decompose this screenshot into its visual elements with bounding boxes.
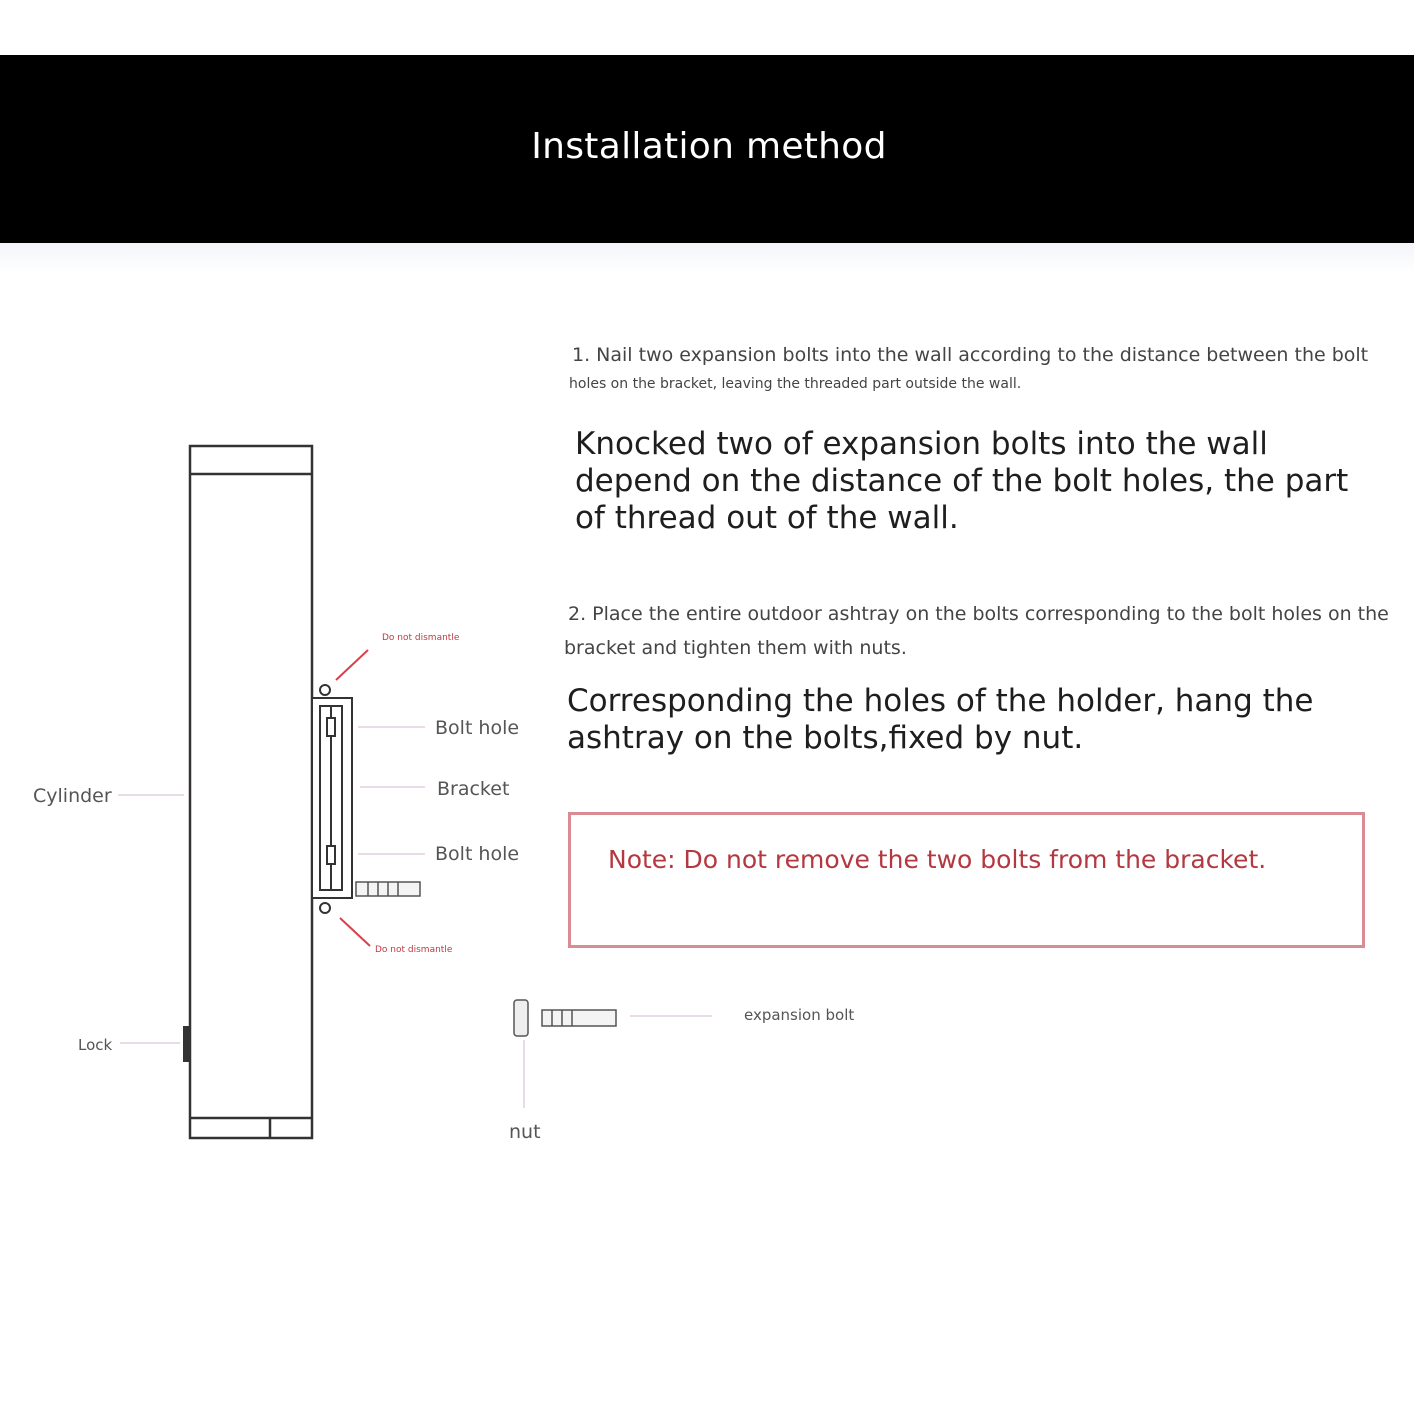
- bracket-drawing: [312, 685, 352, 913]
- expansion-bolt-label: expansion bolt: [744, 1006, 855, 1024]
- cylinder-label: Cylinder: [33, 785, 112, 807]
- step1-text-line1: 1. Nail two expansion bolts into the wall according to the distance between the bolt: [572, 344, 1369, 366]
- bolt-hole-bottom-label: Bolt hole: [435, 843, 520, 865]
- cylinder-drawing: [190, 446, 312, 1138]
- do-not-dismantle-bottom-label: Do not dismantle: [375, 945, 453, 955]
- step2-text-line2: bracket and tighten them with nuts.: [564, 637, 907, 659]
- do-not-dismantle-top-label: Do not dismantle: [382, 633, 460, 643]
- page-title: Installation method: [531, 126, 887, 167]
- step1-english-text: Knocked two of expansion bolts into the wall depend on the distance of the bolt holes, the part of thread out of the wall.: [575, 426, 1349, 536]
- bolt-drawing: [356, 882, 420, 896]
- lock-label: Lock: [78, 1036, 113, 1054]
- step2-text-line1: 2. Place the entire outdoor ashtray on the bolts corresponding to the bolt holes on the: [568, 603, 1389, 625]
- step1-text-line2: holes on the bracket, leaving the threaded part outside the wall.: [569, 376, 1022, 392]
- lock-drawing: [183, 1026, 190, 1062]
- note-text: Note: Do not remove the two bolts from the bracket.: [608, 845, 1267, 874]
- expansion-bolt-drawing: [514, 1000, 616, 1036]
- nut-label: nut: [509, 1121, 541, 1143]
- step2-english-text: Corresponding the holes of the holder, hang the ashtray on the bolts,fixed by nut.: [567, 683, 1314, 756]
- bolt-hole-top-label: Bolt hole: [435, 717, 520, 739]
- bracket-label: Bracket: [437, 778, 510, 800]
